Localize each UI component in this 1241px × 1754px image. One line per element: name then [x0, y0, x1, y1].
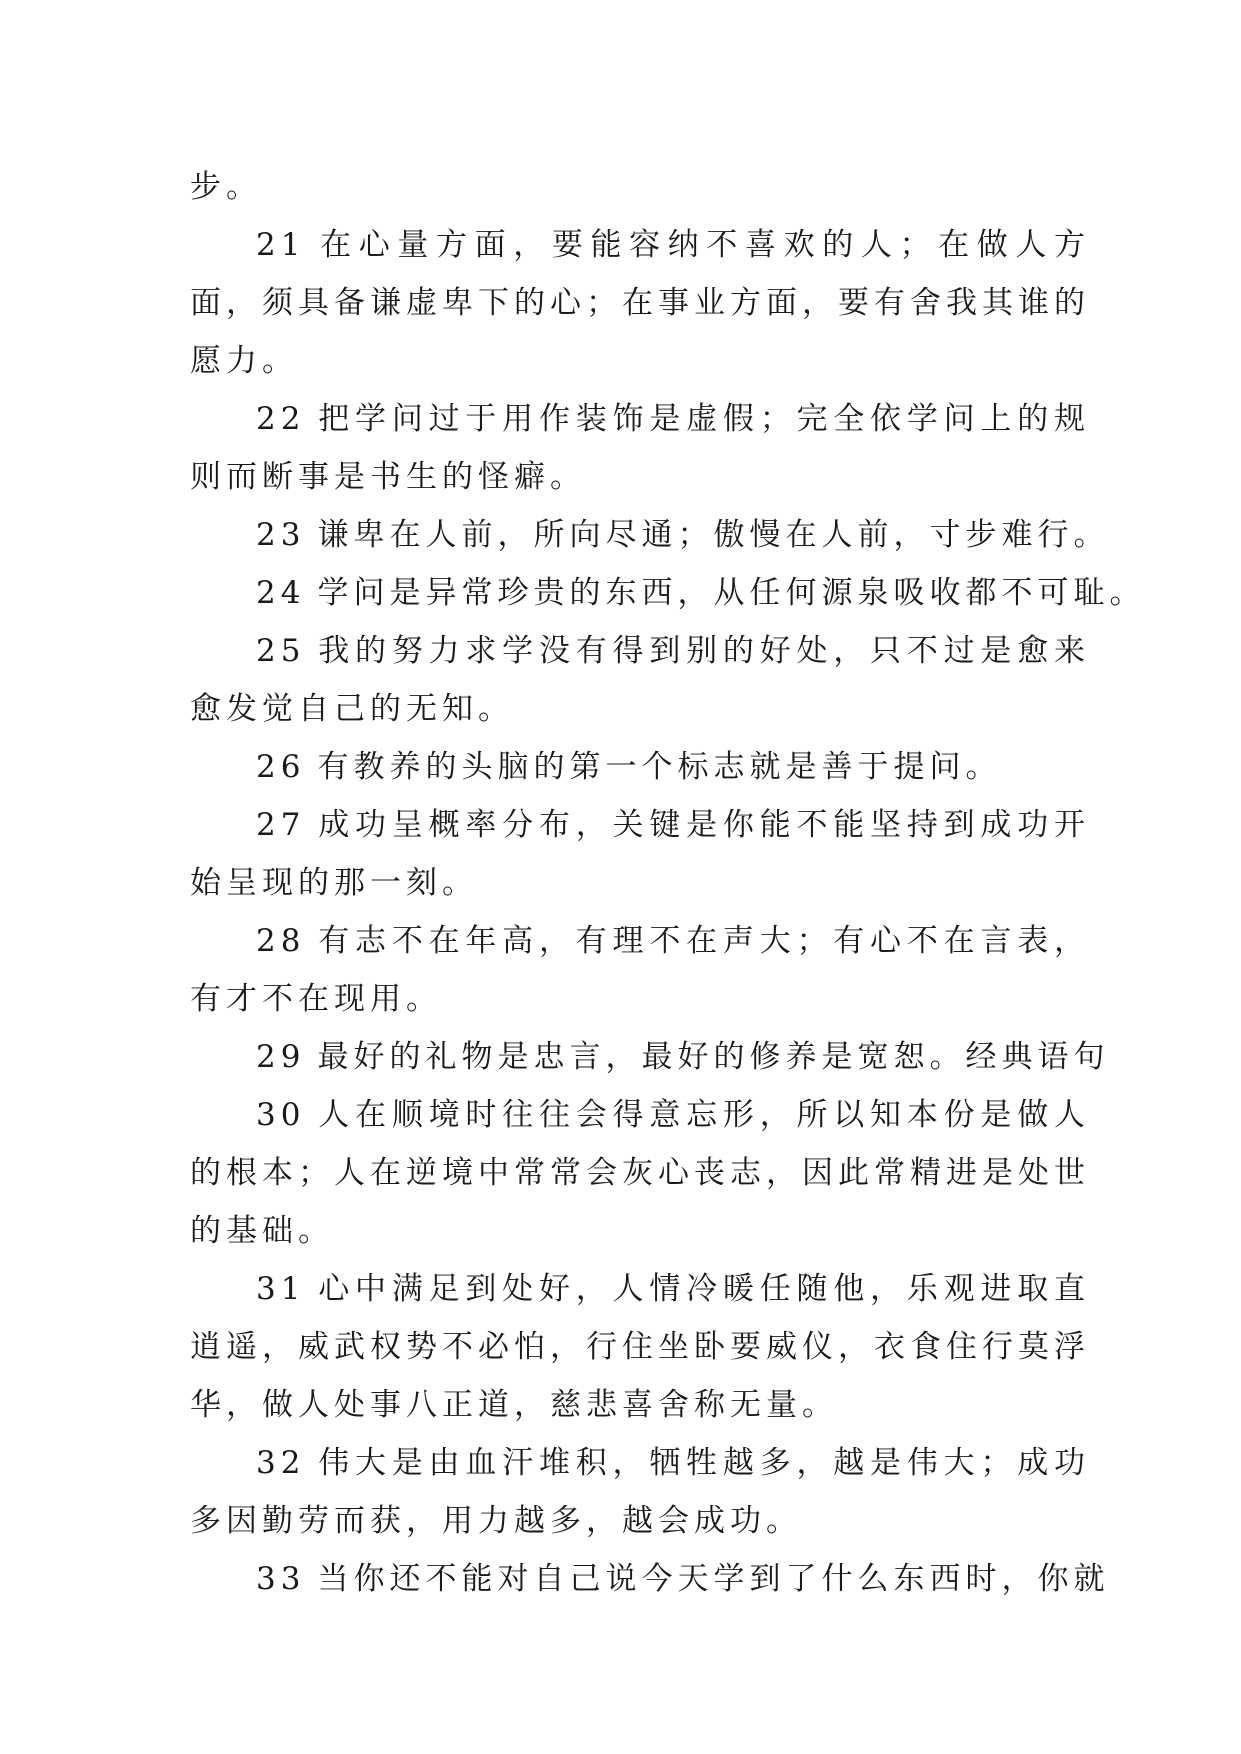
quote-item-27: [190, 796, 1090, 912]
quote-number: 21: [256, 227, 306, 263]
quote-text: 谦卑在人前，所向尽通；傲慢在人前，寸步难行。: [317, 517, 1110, 553]
quote-number: 24: [256, 575, 306, 611]
quote-item-24: [190, 564, 1146, 622]
quote-item-30: [190, 1086, 1090, 1260]
quote-item-22: [190, 390, 1090, 506]
quote-item-31: [190, 1260, 1090, 1434]
quote-text: 把学问过于用作装饰是虚假；完全依学问上的规则而断事是书生的怪癖。: [190, 401, 1090, 495]
quote-item-26: [190, 738, 1090, 796]
quote-text: 伟大是由血汗堆积，牺牲越多，越是伟大；成功多因勤劳而获，用力越多，越会成功。: [190, 1445, 1090, 1539]
quote-item-21: [190, 216, 1090, 390]
quote-text: 最好的礼物是忠言，最好的修养是宽恕。经典语句: [317, 1039, 1110, 1075]
quote-text: 成功呈概率分布，关键是你能不能坚持到成功开始呈现的那一刻。: [190, 807, 1090, 901]
quote-number: 30: [256, 1097, 306, 1133]
quote-text: 心中满足到处好，人情冷暖任随他，乐观进取直逍遥，威武权势不必怕，行住坐卧要威仪，衣食住行莫浮华，做人处事八正道，慈悲喜舍称无量。: [190, 1271, 1090, 1423]
quote-text: 当你还不能对自己说今天学到了什么东西时，你就: [317, 1561, 1110, 1597]
quote-item-25: [190, 622, 1090, 738]
quote-number: 26: [256, 749, 306, 785]
quote-item-28: [190, 912, 1090, 1028]
quote-number: 31: [256, 1271, 306, 1307]
quote-number: 32: [256, 1445, 306, 1481]
quote-number: 29: [256, 1039, 306, 1075]
quote-number: 28: [256, 923, 306, 959]
quote-item-33: [190, 1550, 1110, 1608]
quote-number: 25: [256, 633, 306, 669]
quote-text: 学问是异常珍贵的东西，从任何源泉吸收都不可耻。: [317, 575, 1146, 611]
quote-item-32: [190, 1434, 1090, 1550]
continuation-line: 步。: [190, 169, 262, 205]
quote-number: 23: [256, 517, 306, 553]
document-body: [190, 158, 1146, 1608]
quote-number: 22: [256, 401, 306, 437]
quote-number: 27: [256, 807, 306, 843]
quote-text: 人在顺境时往往会得意忘形，所以知本份是做人的根本；人在逆境中常常会灰心丧志，因此常精进是处世的基础。: [190, 1097, 1090, 1249]
quote-text: 有志不在年高，有理不在声大；有心不在言表，有才不在现用。: [190, 923, 1090, 1017]
quote-text: 我的努力求学没有得到别的好处，只不过是愈来愈发觉自己的无知。: [190, 633, 1090, 727]
quote-text: 在心量方面，要能容纳不喜欢的人；在做人方面，须具备谦虚卑下的心；在事业方面，要有舍我其谁的愿力。: [190, 227, 1090, 379]
quote-number: 33: [256, 1561, 306, 1597]
quote-text: 有教养的头脑的第一个标志就是善于提问。: [317, 749, 1002, 785]
quote-item-29: [190, 1028, 1110, 1086]
quote-item-23: [190, 506, 1110, 564]
